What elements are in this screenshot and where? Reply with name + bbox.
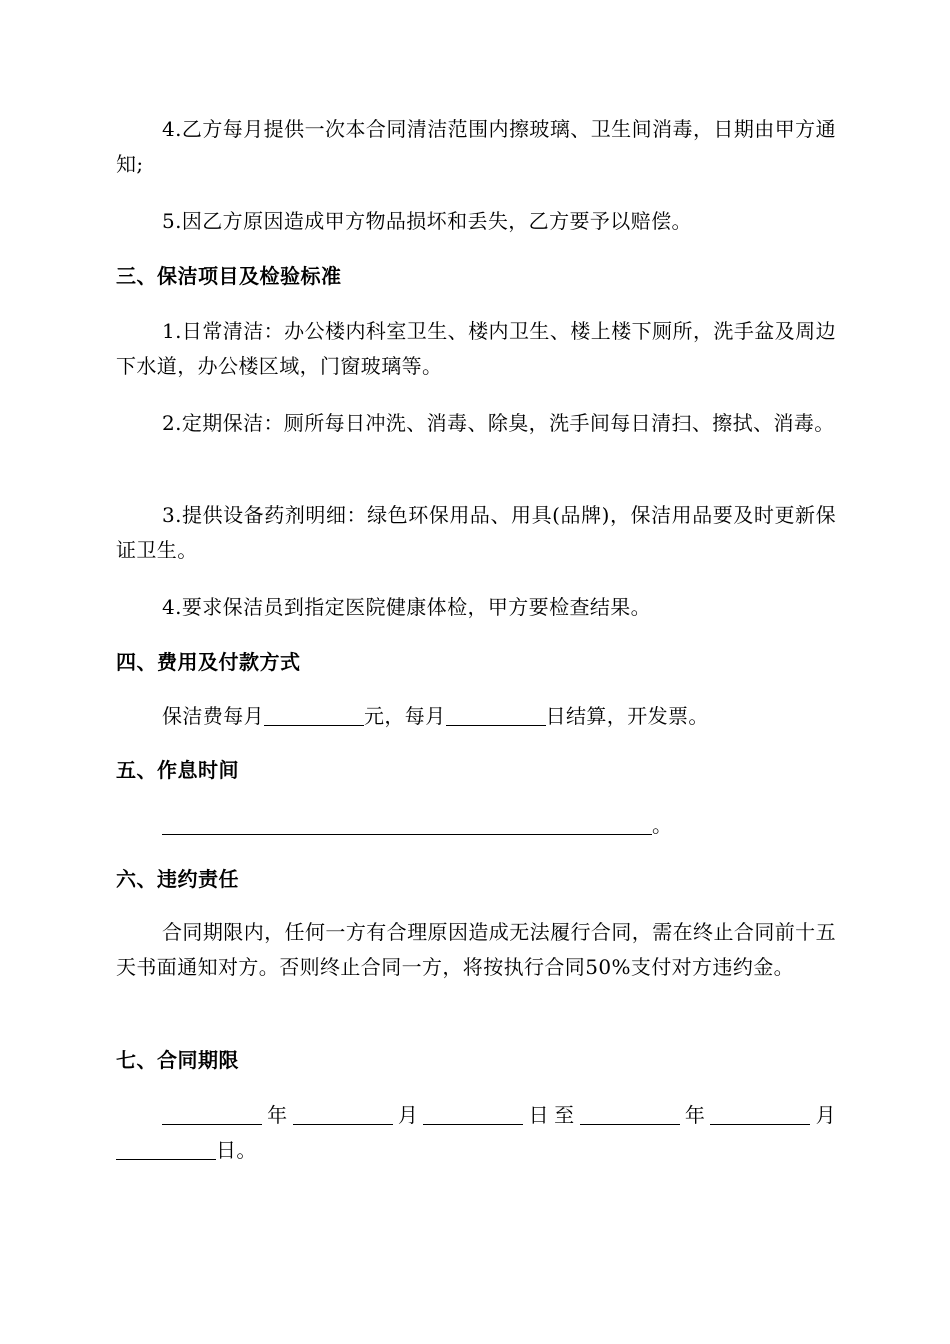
section-3-heading: 三、保洁项目及检验标准 [116, 264, 342, 288]
start-month-blank[interactable] [293, 1104, 393, 1125]
work-hours-end-mark: 。 [652, 813, 673, 837]
clause-3-4: 4.要求保洁员到指定医院健康体检，甲方要检查结果。 [162, 595, 652, 619]
fee-text-monthly: 保洁费每月 [162, 704, 264, 728]
fee-text-settle: 元，每月 [364, 704, 446, 728]
end-month-blank[interactable] [710, 1104, 810, 1125]
term-end-month-label: 月 [810, 1103, 836, 1127]
section-5-heading: 五、作息时间 [116, 758, 239, 782]
fee-text-invoice: 日结算，开发票。 [545, 704, 709, 728]
breach-clause: 合同期限内，任何一方有合理原因造成无法履行合同，需在终止合同前十五天书面通知对方。否则终止合同一方，将按执行合同50%支付对方违约金。 [116, 920, 836, 979]
term-year-label: 年 [262, 1103, 293, 1127]
term-month-label: 月 [392, 1103, 424, 1127]
term-end-year-label: 年 [679, 1103, 711, 1127]
term-clause [116, 1098, 836, 1168]
clause-2-5: 5.因乙方原因造成甲方物品损坏和丢失，乙方要予以赔偿。 [162, 209, 692, 233]
start-year-blank[interactable] [162, 1104, 262, 1125]
clause-3-1: 1.日常清洁：办公楼内科室卫生、楼内卫生、楼上楼下厕所，洗手盆及周边下水道，办公楼区域，门窗玻璃等。 [116, 319, 836, 378]
section-7-heading: 七、合同期限 [116, 1048, 239, 1072]
end-day-blank[interactable] [116, 1139, 216, 1160]
work-hours-clause [116, 808, 836, 843]
section-6-heading: 六、违约责任 [116, 867, 239, 891]
term-day-to-label: 日至 [523, 1103, 580, 1127]
section-4-heading: 四、费用及付款方式 [116, 650, 301, 674]
settlement-day-blank[interactable] [446, 705, 546, 726]
clause-3-2: 2.定期保洁：厕所每日冲洗、消毒、除臭，洗手间每日清扫、擦拭、消毒。 [162, 411, 835, 435]
end-year-blank[interactable] [580, 1104, 680, 1125]
fee-clause [116, 699, 836, 734]
clause-2-4: 4.乙方每月提供一次本合同清洁范围内擦玻璃、卫生间消毒，日期由甲方通知; [116, 117, 836, 176]
work-hours-blank[interactable] [162, 814, 652, 835]
clause-3-3: 3.提供设备药剂明细：绿色环保用品、用具(品牌)，保洁用品要及时更新保证卫生。 [116, 503, 836, 562]
start-day-blank[interactable] [423, 1104, 523, 1125]
term-end-day-label: 日。 [216, 1138, 257, 1162]
fee-amount-blank[interactable] [264, 705, 364, 726]
